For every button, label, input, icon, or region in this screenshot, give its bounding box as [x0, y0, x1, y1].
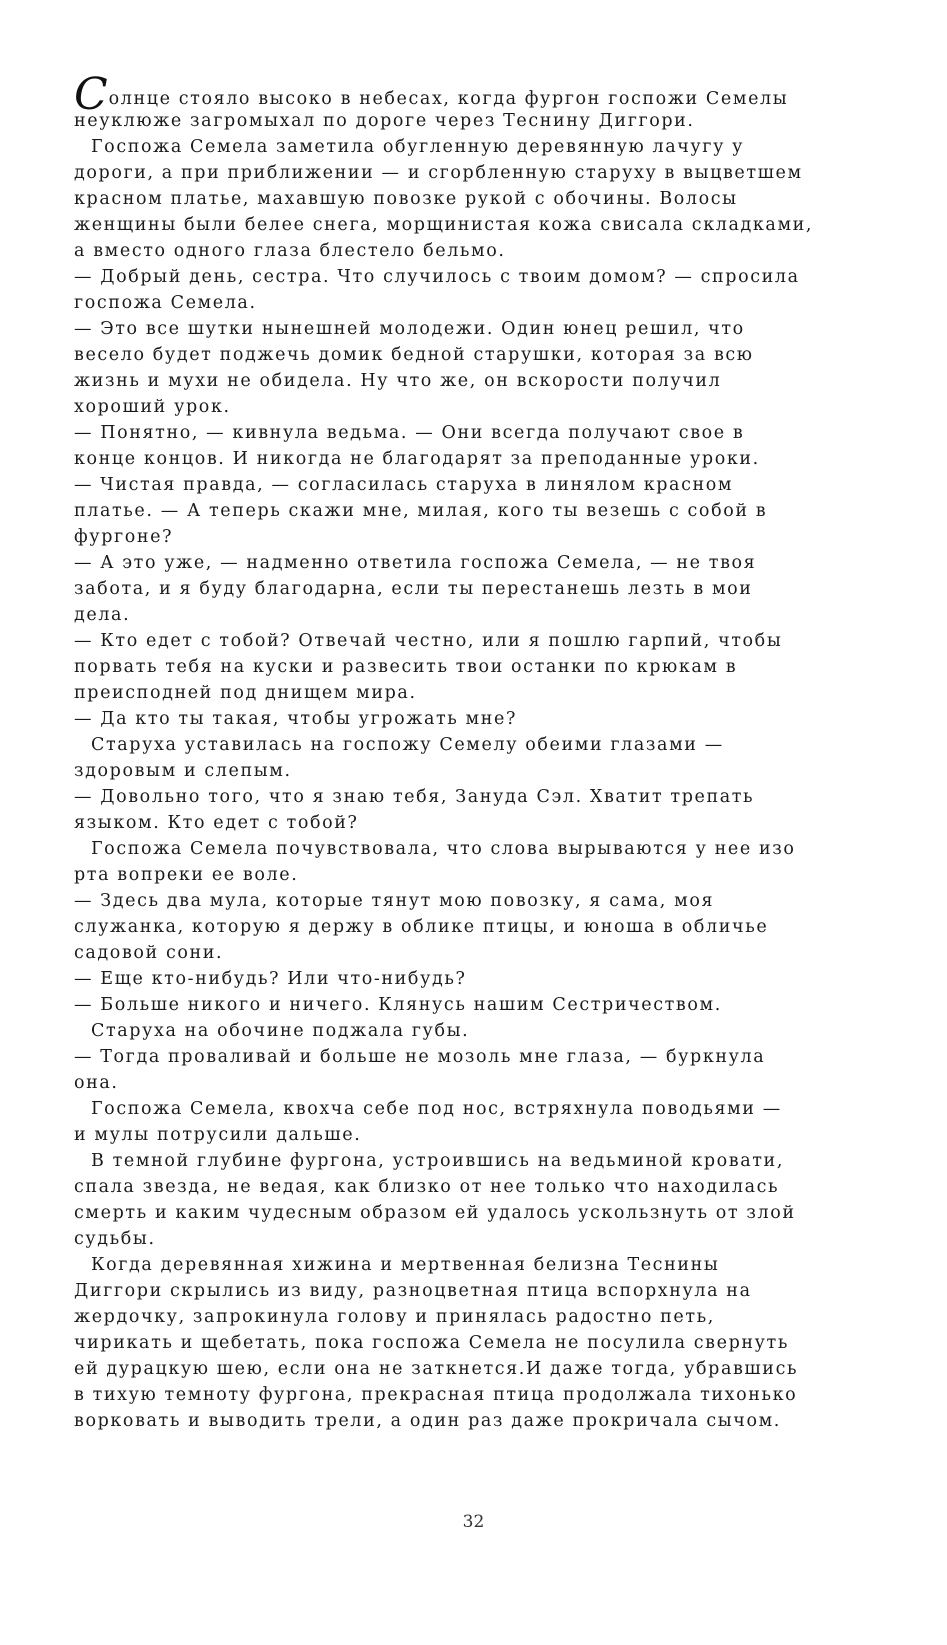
- body-text: [74, 108, 884, 1434]
- text-line: красном платье, махавшую повозке рукой с обочины. Волосы: [74, 189, 738, 209]
- text-line: служанка, которую я держу в облике птицы, и юноша в обличье: [74, 917, 769, 937]
- text-line: платье. — А теперь скажи мне, милая, кого ты везешь с собой в: [74, 501, 768, 521]
- text-line: В темной глубине фургона, устроившись на ведьминой кровати,: [91, 1151, 784, 1171]
- text-line: — Это все шутки нынешней молодежи. Один юнец решил, что: [74, 319, 745, 339]
- text-line: — Да кто ты такая, чтобы угрожать мне?: [74, 709, 517, 729]
- text-line: — Здесь два мула, которые тянут мою повозку, я сама, моя: [74, 891, 715, 911]
- text-line: языком. Кто едет с тобой?: [74, 813, 359, 833]
- text-line: смерть и каким чудесным образом ей удалось ускользнуть от злой: [74, 1203, 796, 1223]
- text-line: — Больше никого и ничего. Клянусь нашим Сестричеством.: [74, 995, 722, 1015]
- book-page-text: [74, 69, 884, 1434]
- text-line: судьбы.: [74, 1229, 156, 1249]
- text-line: ворковать и выводить трели, а один раз даже прокричала сычом.: [74, 1411, 781, 1431]
- text-line: преисподней под днищем мира.: [74, 683, 417, 703]
- text-line: неуклюже загромыхал по дороге через Теснину Диггори.: [74, 111, 695, 131]
- text-line: Госпожа Семела, квохча себе под нос, встряхнула поводьями —: [91, 1099, 782, 1119]
- text-line: женщины были белее снега, морщинистая кожа свисала складками,: [74, 215, 814, 235]
- text-line: Старуха уставилась на госпожу Семелу обеими глазами —: [91, 735, 724, 755]
- text-line: — Кто едет с тобой? Отвечай честно, или я пошлю гарпий, чтобы: [74, 631, 783, 651]
- text-line: — Тогда проваливай и больше не мозоль мне глаза, — буркнула: [74, 1047, 766, 1067]
- text-line: — А это уже, — надменно ответила госпожа Семела, — не твоя: [74, 553, 757, 573]
- text-line: ей дурацкую шею, если она не заткнется.И даже тогда, убравшись: [74, 1359, 799, 1379]
- text-line: дела.: [74, 605, 131, 625]
- text-line: весело будет поджечь домик бедной старушки, которая за всю: [74, 345, 754, 365]
- text-line: дороги, а при приближении — и сгорбленную старуху в выцветшем: [74, 163, 803, 183]
- text-line: Госпожа Семела почувствовала, что слова вырываются у нее изо: [91, 839, 796, 859]
- text-line: — Добрый день, сестра. Что случилось с твоим домом? — спросила: [74, 267, 800, 287]
- first-line-text: олнце стояло высоко в небесах, когда фургон госпожи Семелы: [108, 89, 789, 109]
- page-number: 32: [462, 1512, 485, 1532]
- text-line: хороший урок.: [74, 397, 231, 417]
- text-line: забота, и я буду благодарна, если ты перестанешь лезть в мои: [74, 579, 753, 599]
- text-line: в тихую темноту фургона, прекрасная птица продолжала тихонько: [74, 1385, 798, 1405]
- text-line: чирикать и щебетать, пока госпожа Семела не посулила свернуть: [74, 1333, 789, 1353]
- text-line: Диггори скрылись из виду, разноцветная птица вспорхнула на: [74, 1281, 752, 1301]
- first-line: [74, 69, 884, 120]
- text-line: — Понятно, — кивнула ведьма. — Они всегда получают свое в: [74, 423, 745, 443]
- text-line: спала звезда, не ведая, как близко от нее только что находилась: [74, 1177, 780, 1197]
- text-line: конце концов. И никогда не благодарят за преподанные уроки.: [74, 449, 760, 469]
- text-line: здоровым и слепым.: [74, 761, 292, 781]
- text-line: порвать тебя на куски и развесить твои останки по крюкам в: [74, 657, 738, 677]
- text-line: госпожа Семела.: [74, 293, 257, 313]
- text-line: жизнь и мухи не обидела. Ну что же, он вскорости получил: [74, 371, 722, 391]
- text-line: и мулы потрусили дальше.: [74, 1125, 362, 1145]
- text-line: а вместо одного глаза блестело бельмо.: [74, 241, 506, 261]
- text-line: она.: [74, 1073, 119, 1093]
- text-line: Госпожа Семела заметила обугленную деревянную лачугу у: [91, 137, 745, 157]
- text-line: рта вопреки ее воле.: [74, 865, 299, 885]
- text-line: Когда деревянная хижина и мертвенная белизна Теснины: [91, 1255, 720, 1275]
- drop-cap: С: [74, 69, 108, 120]
- text-line: — Чистая правда, — согласилась старуха в линялом красном: [74, 475, 734, 495]
- text-line: Старуха на обочине поджала губы.: [91, 1021, 470, 1041]
- text-line: жердочку, запрокинула голову и принялась радостно петь,: [74, 1307, 715, 1327]
- text-line: фургоне?: [74, 527, 174, 547]
- text-line: — Еще кто-нибудь? Или что-нибудь?: [74, 969, 467, 989]
- text-line: садовой сони.: [74, 943, 224, 963]
- text-line: — Довольно того, что я знаю тебя, Зануда Сэл. Хватит трепать: [74, 787, 755, 807]
